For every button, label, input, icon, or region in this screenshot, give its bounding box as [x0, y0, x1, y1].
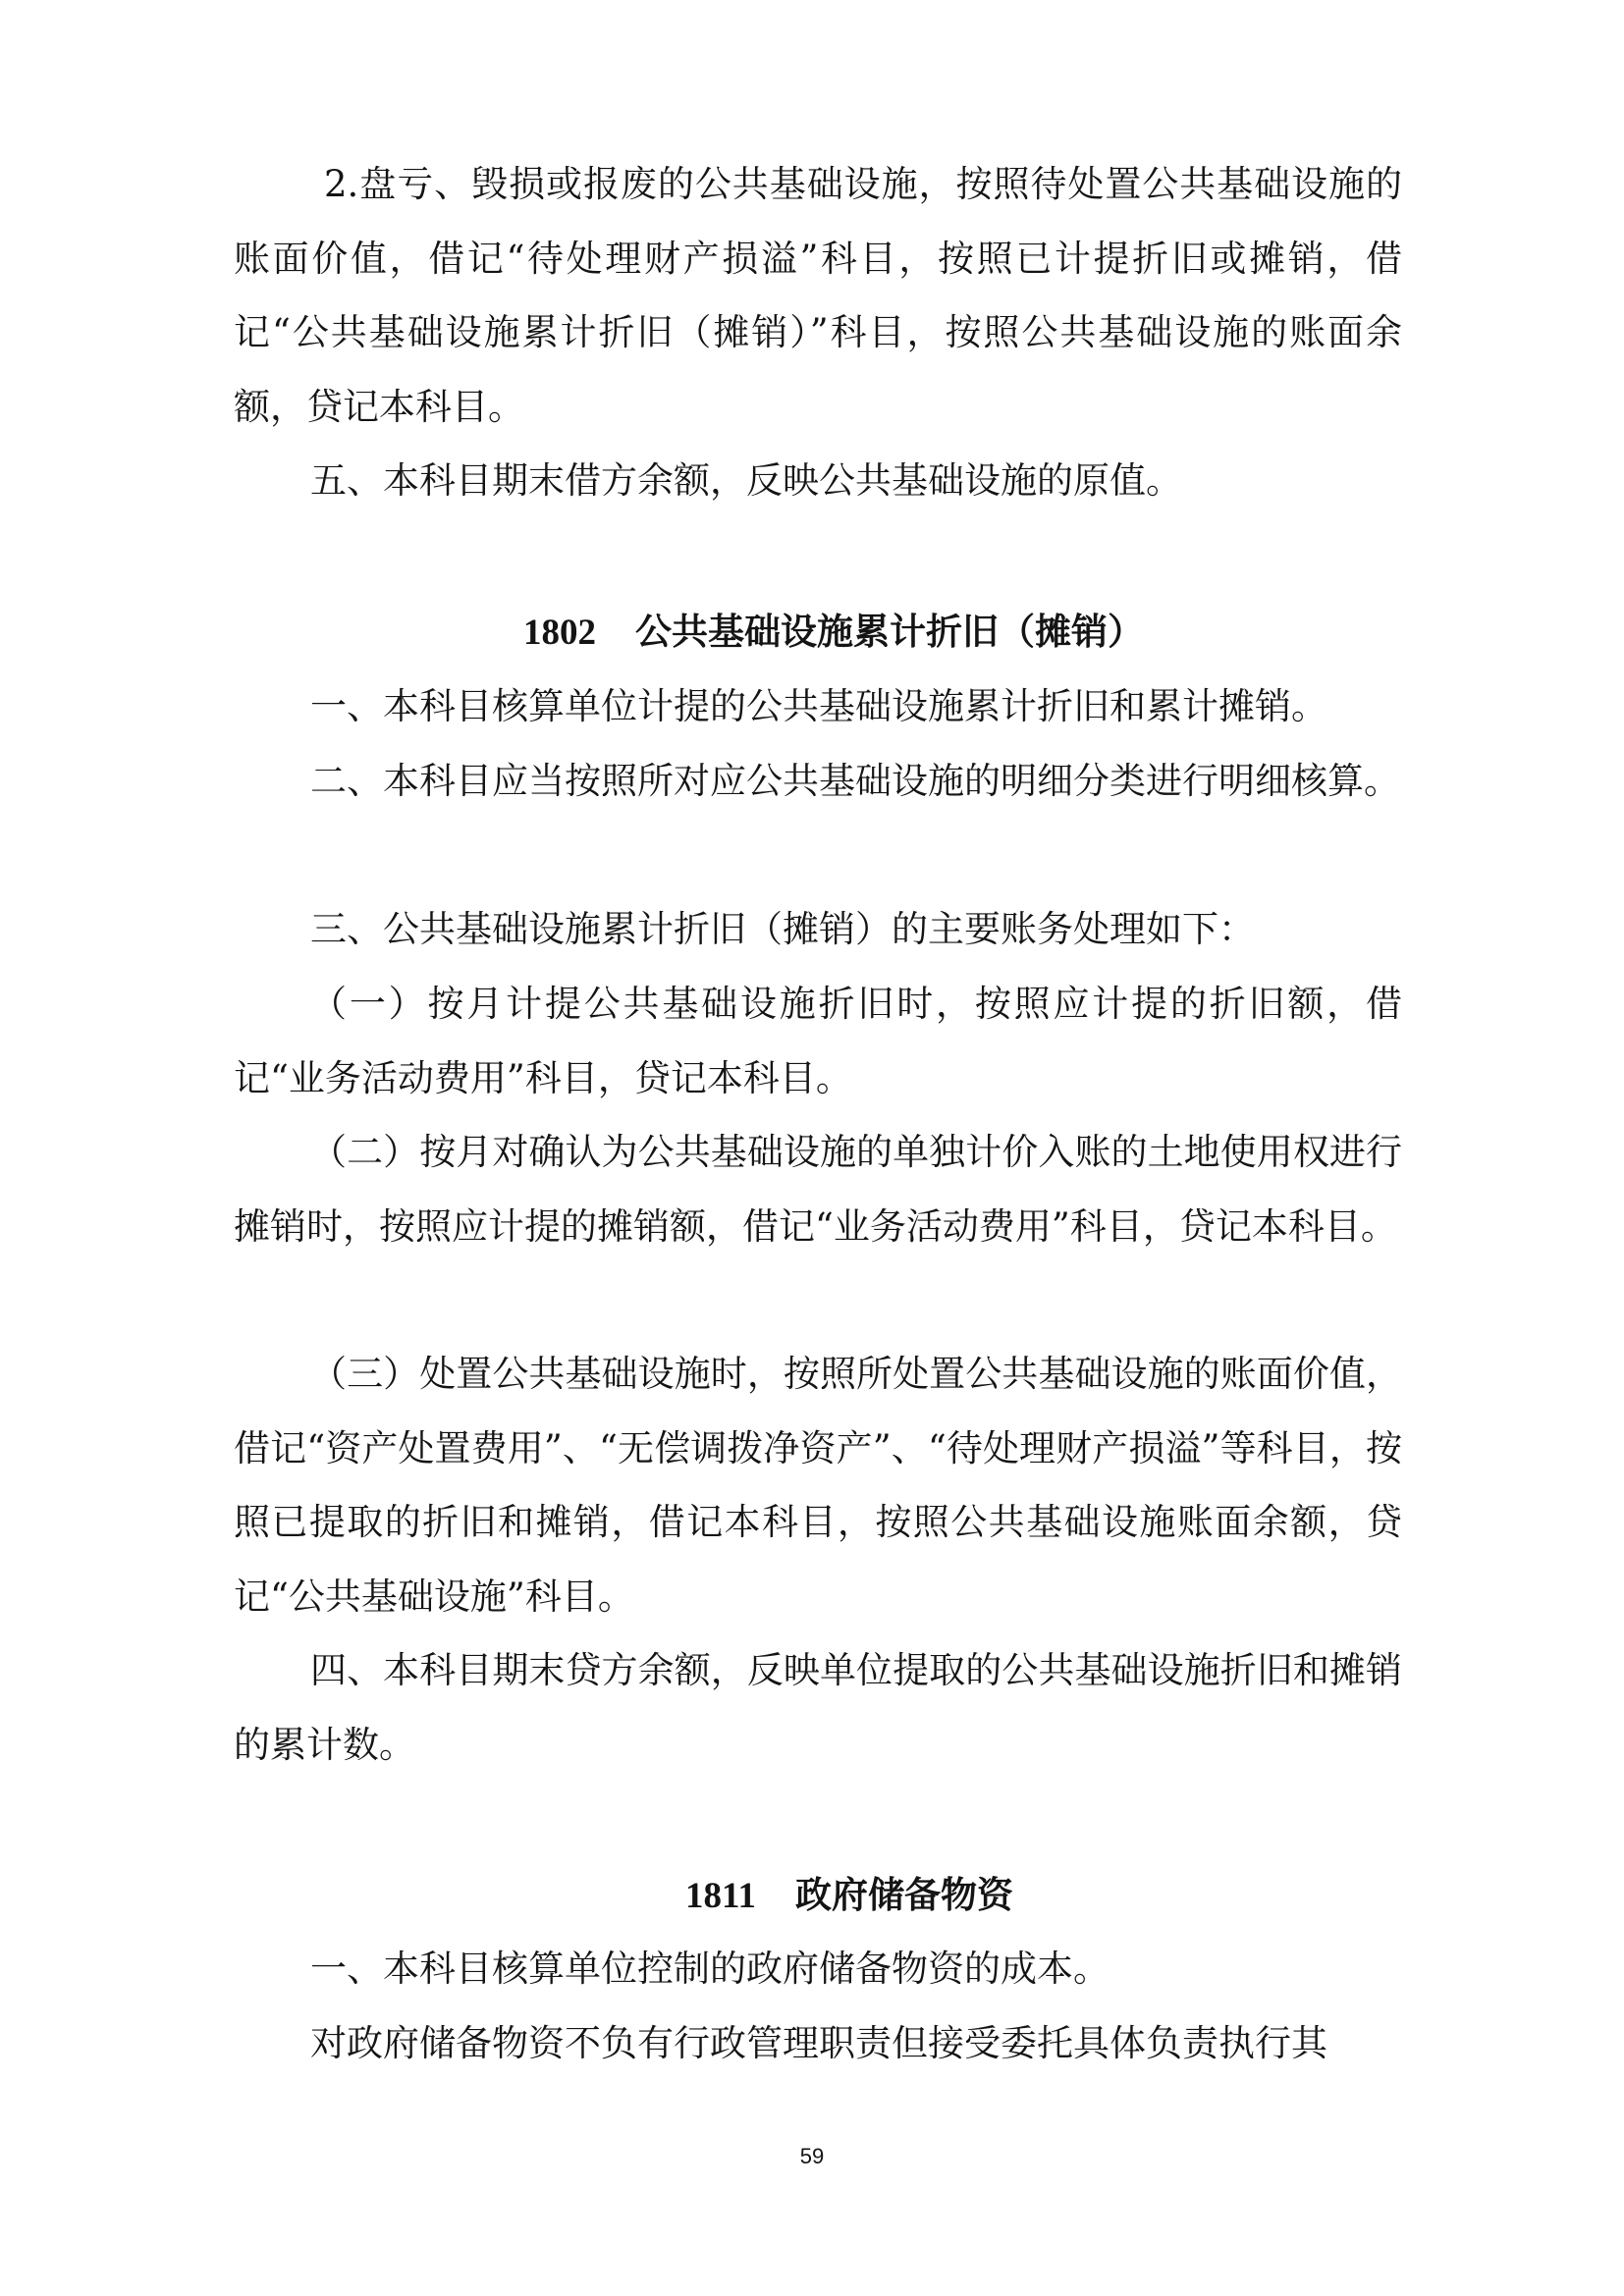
paragraph-item-5-ending-balance: 五、本科目期末借方余额，反映公共基础设施的原值。 — [310, 459, 1182, 502]
paragraph-1802-item-4: 四、本科目期末贷方余额，反映单位提取的公共基础设施折旧和摊销的累计数。 — [234, 1649, 1402, 1766]
paragraph-1802-item-3: 三、公共基础设施累计折旧（摊销）的主要账务处理如下： — [310, 908, 1255, 950]
paragraph-1811-continuation: 对政府储备物资不负有行政管理职责但接受委托具体负责执行其 — [310, 2022, 1327, 2064]
paragraph-item-2-disposal: 2.盘亏、毁损或报废的公共基础设施，按照待处置公共基础设施的账面价值，借记“待处理财产损溢”科目，按照已计提折旧或摊销，借记“公共基础设施累计折旧（摊销）”科目，按照公共基础设施的账面余额，贷记本科目。 — [234, 163, 1402, 428]
section-heading-1802 — [523, 594, 1144, 670]
page-number: 59 — [799, 2144, 825, 2168]
section-code: 1811 — [685, 1876, 756, 1916]
paragraph-1811-item-1: 一、本科目核算单位控制的政府储备物资的成本。 — [310, 1948, 1110, 1990]
paragraph-1802-subitem-3: （三）处置公共基础设施时，按照所处置公共基础设施的账面价值，借记“资产处置费用”、“无偿调拨净资产”、“待处理财产损溢”等科目，按照已提取的折旧和摊销，借记本科目，按照公共基础设施账面余额，贷记“公共基础设施”科目。 — [234, 1353, 1402, 1618]
section-heading-1811 — [685, 1857, 1013, 1934]
section-title: 政府储备物资 — [794, 1873, 1013, 1916]
section-title: 公共基础设施累计折旧（摊销） — [635, 610, 1144, 653]
section-code: 1802 — [523, 613, 596, 653]
paragraph-1802-item-1: 一、本科目核算单位计提的公共基础设施累计折旧和累计摊销。 — [310, 685, 1327, 727]
paragraph-1802-subitem-1: （一）按月计提公共基础设施折旧时，按照应计提的折旧额，借记“业务活动费用”科目，贷记本科目。 — [234, 983, 1402, 1099]
paragraph-1802-subitem-2: （二）按月对确认为公共基础设施的单独计价入账的土地使用权进行摊销时，按照应计提的摊销额，借记“业务活动费用”科目，贷记本科目。 — [234, 1131, 1402, 1248]
paragraph-1802-item-2: 二、本科目应当按照所对应公共基础设施的明细分类进行明细核算。 — [310, 760, 1400, 802]
